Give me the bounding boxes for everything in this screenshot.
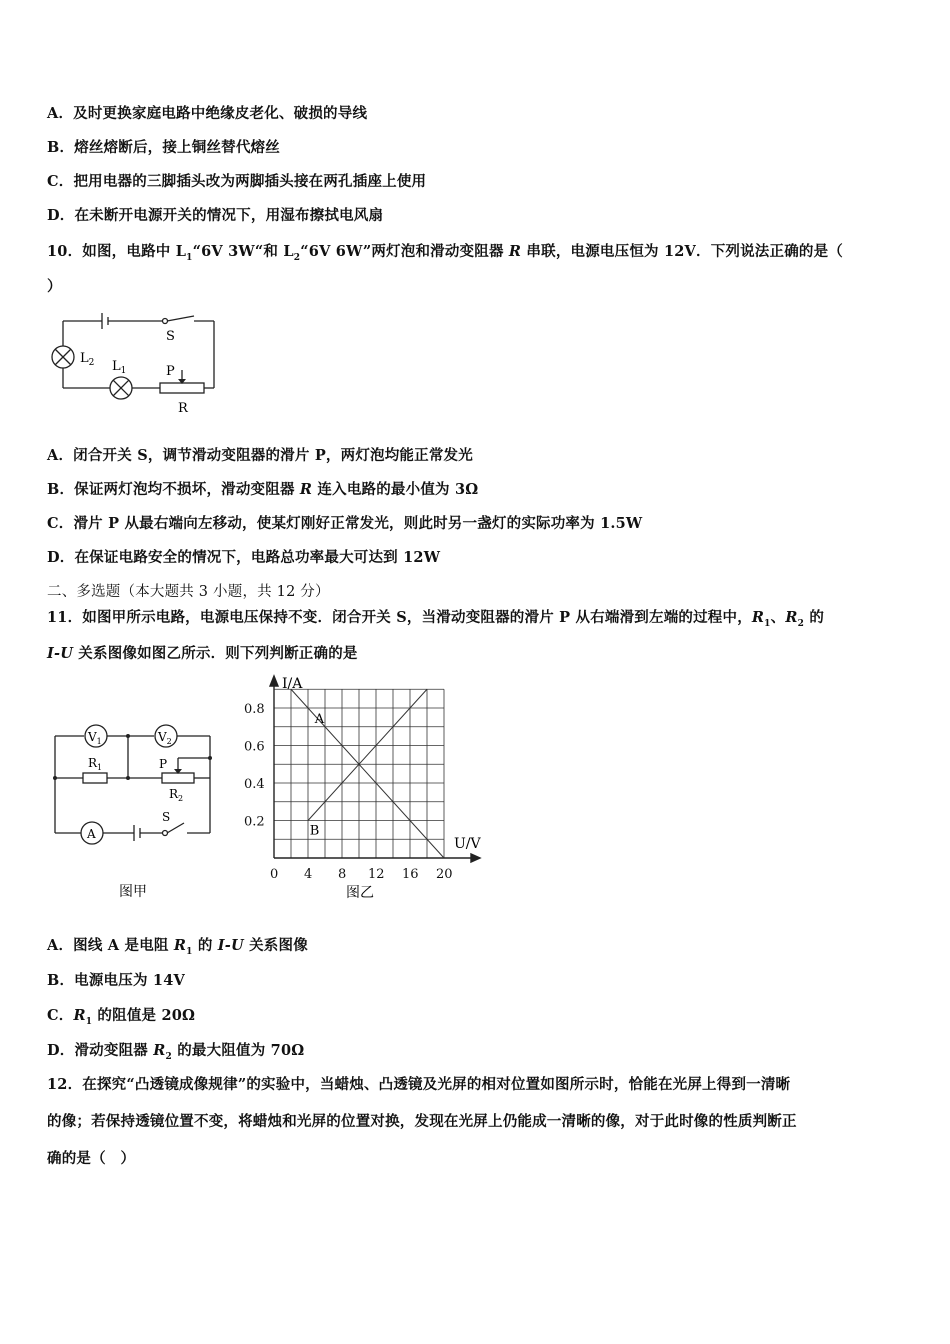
switch-label-jia: S [162, 810, 171, 824]
q10-circuit-diagram [44, 308, 224, 420]
q10-option-b: B．保证两灯泡均不损坏，滑动变阻器 R 连入电路的最小值为 3Ω [47, 481, 479, 498]
v1-label: $V_1$ [88, 730, 102, 746]
q9-option-c: C．把用电器的三脚插头改为两脚插头接在两孔插座上使用 [47, 173, 427, 190]
q11-option-a: A．图线 A 是电阻 $R_1$ 的 I-U 关系图像 [47, 937, 308, 957]
q12-stem-line2: 的像；若保持透镜位置不变，将蜡烛和光屏的位置对换，发现在光屏上仍能成一清晰的像，对于此时像的性质判断正 [47, 1113, 797, 1130]
x-tick-label: 0 [270, 867, 279, 882]
x-tick-label: 12 [368, 867, 385, 882]
q9-option-d: D．在未断开电源开关的情况下，用湿布擦拭电风扇 [47, 207, 384, 224]
q11-fig-yi-graph [234, 672, 494, 904]
r1-label: $R_1$ [88, 756, 103, 772]
switch-blade-jia [167, 823, 184, 833]
resistor-r1 [83, 773, 107, 783]
x-tick-label: 16 [402, 867, 419, 882]
q11-option-d: D．滑动变阻器 $R_2$ 的最大阻值为 70Ω [47, 1042, 305, 1062]
q11-option-c: C．$R_1$ 的阻值是 20Ω [47, 1007, 196, 1027]
slider-label: P [166, 364, 175, 379]
switch-blade [167, 316, 194, 321]
y-tick-label: 0.8 [244, 702, 265, 717]
q9-option-b: B．熔丝熔断后，接上铜丝替代熔丝 [47, 139, 280, 156]
section-title: 二、多选题（本大题共 3 小题，共 12 分） [47, 584, 330, 600]
q10-option-c: C．滑片 P 从最右端向左移动，使某灯刚好正常发光，则此时另一盏灯的实际功率为 1.5W [47, 515, 643, 532]
series-line-b [308, 689, 427, 820]
p-label: P [159, 757, 168, 771]
x-tick-label: 20 [436, 867, 453, 882]
fig-yi-caption: 图乙 [346, 885, 374, 901]
q11-stem-line2: I-U 关系图像如图乙所示．则下列判断正确的是 [47, 645, 358, 662]
q10-stem-close: ） [47, 278, 62, 295]
rheostat-r [160, 383, 204, 393]
line-a-label: A [314, 712, 325, 727]
y-axis-label: I/A [282, 676, 303, 692]
x-tick-label: 8 [338, 867, 347, 882]
lamp2-label: $L_2$ [80, 351, 95, 368]
switch-label: S [166, 329, 175, 344]
y-tick-label: 0.2 [244, 814, 265, 830]
r2-label: $R_2$ [169, 787, 184, 803]
x-axis-label: U/V [454, 836, 481, 852]
q10-option-d: D．在保证电路安全的情况下，电路总功率最大可达到 12W [47, 549, 441, 566]
q12-stem-line1: 12．在探究“凸透镜成像规律”的实验中，当蜡烛、凸透镜及光屏的相对位置如图所示时，恰能在光屏上得到一清晰 [47, 1076, 791, 1093]
y-axis-arrow [270, 676, 278, 686]
q9-option-a: A．及时更换家庭电路中绝缘皮老化、破损的导线 [47, 105, 368, 122]
switch-pivot [163, 319, 168, 324]
x-axis-arrow [471, 854, 480, 862]
y-tick-label: 0.6 [244, 739, 265, 755]
lamp1-label: $L_1$ [112, 359, 127, 376]
v2-label: $V_2$ [158, 730, 172, 746]
switch-pivot-jia [163, 831, 168, 836]
q11-fig-jia-circuit [44, 718, 224, 903]
x-tick-label: 4 [304, 867, 313, 882]
q11-option-b: B．电源电压为 14V [47, 972, 185, 989]
q10-stem: 10．如图，电路中 $L_1“6V$ 3W“和 $L_2“6V$ 6W”两灯泡和滑动变阻器 R 串联，电源电压恒为 12V．下列说法正确的是（ [47, 243, 844, 263]
fig-jia-caption: 图甲 [119, 884, 147, 900]
ammeter-label: A [87, 827, 96, 841]
rheostat-r2 [162, 773, 194, 783]
y-tick-label: 0.4 [244, 777, 265, 792]
rheostat-label: R [178, 401, 188, 416]
q12-stem-line3: 确的是（ ） [47, 1150, 136, 1167]
line-b-label: B [309, 823, 320, 839]
q10-option-a: A．闭合开关 S，调节滑动变阻器的滑片 P，两灯泡均能正常发光 [47, 447, 473, 464]
q11-stem-line1: 11．如图甲所示电路，电源电压保持不变．闭合开关 S，当滑动变阻器的滑片 P 从右端滑到左端的过程中，$R_1$、$R_2$ 的 [47, 609, 825, 629]
